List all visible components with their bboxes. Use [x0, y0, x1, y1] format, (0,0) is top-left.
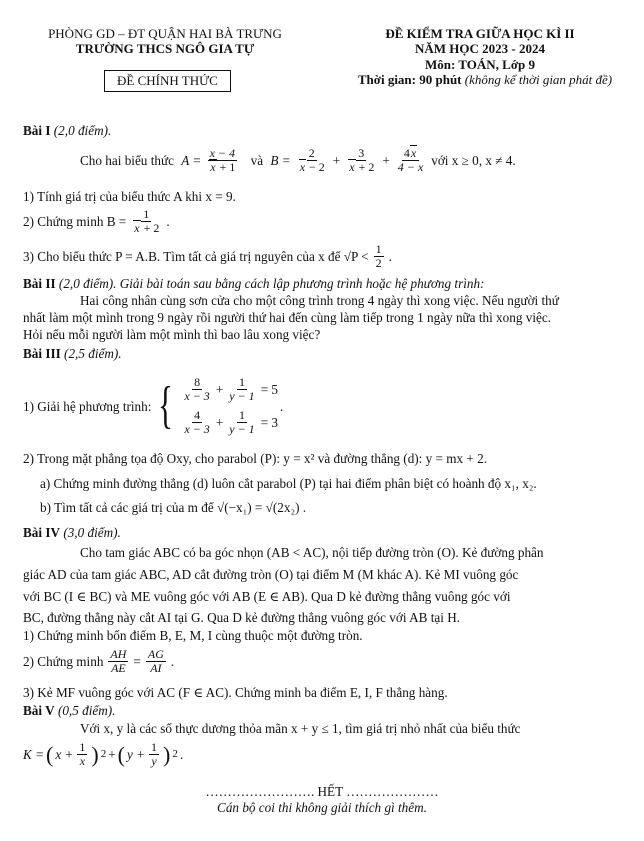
bai2-line1: Hai công nhân cùng sơn cửa cho một công trình trong 4 ngày thì xong việc. Nếu người thứ: [80, 293, 559, 308]
bai2-heading: [23, 275, 484, 292]
bai2-points: (2,0 điểm). Giải bài toán sau bằng cách lập phương trình hoặc hệ phương trình:: [55, 276, 485, 291]
equation-1: $\frac{8}{x - 3}$ + $\frac{1}{y - 1}$ = 5: [184, 375, 279, 403]
bai3-title: Bài III: [23, 346, 61, 361]
bai1-points: (2,0 điểm).: [50, 123, 112, 138]
exam-title: ĐỀ KIỂM TRA GIỮA HỌC KÌ II: [385, 26, 575, 41]
half-fraction: $\frac{1}{2}$: [375, 242, 382, 270]
bai1-heading: [23, 122, 111, 139]
bai3-heading: [23, 345, 122, 362]
bai1-condition: với x ≥ 0, x ≠ 4.: [431, 153, 516, 168]
time-note: (không kể thời gian phát đề): [464, 72, 613, 87]
official-label: ĐỀ CHÍNH THỨC: [104, 70, 231, 92]
bai2-line3: Hỏi nếu mỗi người làm một mình thì bao lâu xong việc?: [23, 327, 321, 342]
bai1-intro: Cho hai biểu thức: [80, 153, 174, 168]
bai1-q3-end: .: [388, 249, 392, 264]
bai4-points: (3,0 điểm).: [60, 525, 121, 540]
bai2-line2: nhất làm một mình trong 9 ngày rồi người thứ hai đến cùng làm tiếp trong 1 ngày nữa thì xong việc.: [23, 310, 551, 325]
bai4-line4: BC, đường thẳng này cắt AI tại G. Qua D kẻ đường thẳng vuông góc với AB tại H.: [23, 610, 461, 625]
bai4-title: Bài IV: [23, 525, 61, 540]
bai3-points: (2,5 điểm).: [60, 346, 122, 361]
bai3-q1-text: 1) Giải hệ phương trình:: [23, 398, 152, 414]
bai3-q2a: a) Chứng minh đường thẳng (d) luôn cắt parabol (P) tại hai điểm phân biệt có hoành độ x₁, x₂.: [40, 476, 537, 491]
bai5-points: (0,5 điểm).: [54, 703, 116, 718]
bai3-q2b: b) Tìm tất cả các giá trị của m để √(−x₁) = √(2x₂) .: [40, 500, 307, 515]
bai5-title: Bài V: [23, 703, 55, 718]
bai4-heading: [23, 524, 121, 541]
bai3-q2: 2) Trong mặt phẳng tọa độ Oxy, cho parabol (P): y = x² và đường thẳng (d): y = mx + 2.: [23, 451, 488, 466]
bai1-q2-text: 2) Chứng minh B =: [23, 214, 127, 229]
bai4-q3: 3) Kẻ MF vuông góc với AC (F ∈ AC). Chứng minh ba điểm E, I, F thẳng hàng.: [23, 685, 448, 700]
exam-time: [330, 72, 640, 88]
school-name: TRƯỜNG THCS NGÔ GIA TỰ: [75, 41, 255, 56]
bai4-q1: 1) Chứng minh bốn điểm B, E, M, I cùng thuộc một đường tròn.: [23, 628, 363, 643]
bai4-q2: 2) Chứng minh $\frac{AH}{AE}$ = $\frac{AG}{AI}$ .: [23, 647, 175, 675]
school-year: NĂM HỌC 2023 - 2024: [415, 41, 545, 56]
expr-b-2: $\frac{3}{x + 2}$: [349, 146, 375, 174]
system-brace: {: [158, 377, 174, 434]
bai5-line1: Với x, y là các số thực dương thỏa mãn x + y ≤ 1, tìm giá trị nhỏ nhất của biểu thức: [80, 721, 521, 736]
bai1-q3: [23, 243, 392, 270]
bai4-line2: giác AD của tam giác ABC, AD cắt đường tròn (O) tại điểm M (M khác A). Kẻ MI vuông góc: [23, 567, 519, 582]
equation-2: $\frac{4}{x - 3}$ + $\frac{1}{y - 1}$ = 3: [184, 408, 279, 436]
bai1-expressions: Cho hai biểu thức A = $\frac{x - 4}{x + 1}$ và B = $\frac{2}{x - 2}$ + $\frac{3}{x + 2}$ + $\frac{4x}{4 - x}$ với x ≥ 0, x ≠ 4.: [80, 146, 516, 174]
bai3-q1: 1) Giải hệ phương trình: { $\frac{8}{x - 3}$ + $\frac{1}{y - 1}$ = 5 $\frac{4}{x - 3}$ + $\frac{1}{y - 1}$ = 3 .: [23, 375, 284, 436]
department-name: PHÒNG GD – ĐT QUẬN HAI BÀ TRƯNG: [48, 26, 282, 41]
expr-b-simplified: $\frac{1}{x + 2}$: [134, 207, 160, 235]
bai1-q1: 1) Tính giá trị của biểu thức A khi x = 9.: [23, 189, 236, 204]
bai5-heading: [23, 702, 115, 719]
bai4-q2-text: 2) Chứng minh: [23, 654, 104, 669]
bai1-q3-text: 3) Cho biểu thức P = A.B. Tìm tất cả giá trị nguyên của x để √P <: [23, 249, 369, 264]
expr-b-3: $\frac{4x}{4 - x}$: [397, 146, 424, 174]
bai2-title: Bài II: [23, 276, 56, 291]
time-label: Thời gian: 90 phút: [357, 72, 465, 87]
end-marker: ……………………. HẾT …………………: [205, 784, 439, 799]
subject: Môn: TOÁN, Lớp 9: [424, 57, 536, 72]
equation-system: [180, 376, 278, 436]
bai4-line3: với BC (I ∈ BC) và ME vuông góc với AB (E ∈ AB). Qua D kẻ đường thẳng vuông góc với: [23, 589, 511, 604]
expr-a: $\frac{x - 4}{x + 1}$: [209, 146, 236, 174]
bai1-q2: 2) Chứng minh B = $\frac{1}{x + 2}$ .: [23, 207, 170, 235]
bai1-and: và: [250, 153, 264, 168]
bai5-expression: K = ( x + $\frac{1}{x}$ ) 2 + ( y + $\frac{1}{y}$ ) 2 .: [23, 740, 184, 768]
bai1-title: Bài I: [23, 123, 51, 138]
expr-b-1: $\frac{2}{x - 2}$: [299, 146, 325, 174]
proctor-note: Cán bộ coi thi không giải thích gì thêm.: [217, 800, 427, 815]
bai4-line1: Cho tam giác ABC có ba góc nhọn (AB < AC), nội tiếp đường tròn (O). Kẻ đường phân: [80, 545, 544, 560]
